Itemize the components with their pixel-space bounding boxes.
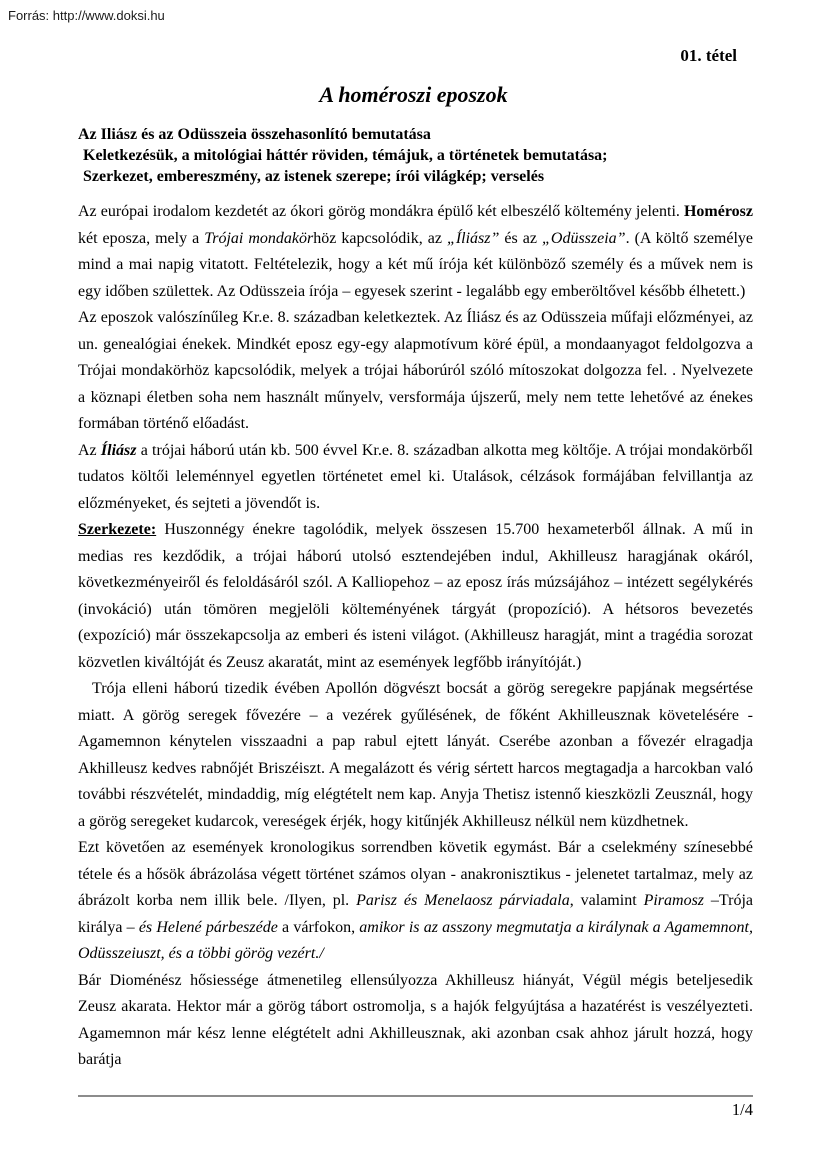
text-run: és Helené párbeszéde [138, 918, 278, 936]
paragraph [78, 305, 753, 438]
subtitle-block [78, 124, 753, 187]
text-run: a trójai háború után kb. 500 évvel Kr.e. 8. században alkotta meg költője. A trójai mondakörből tudatos költői leleménnyel egyetlen történetet emel ki. Utalások, célzások formájában felvillantja az előzményeket, és sejteti a jövendőt is. [78, 441, 754, 512]
paragraph [78, 968, 753, 1074]
text-run: Íliász [100, 441, 137, 459]
text-run: amikor is az asszony megmutatja a királynak a Agamemnont, Odüsszeiuszt, és a többi görög vezért./ [78, 918, 753, 962]
subtitle-line-1: Az Iliász és az Odüsszeia összehasonlító bemutatása [78, 126, 431, 143]
text-run: . (A költő személye mind a mai napig vitatott. Feltételezik, hogy a két mű írója két különböző személy és a művek nem is egy időben születtek. Az Odüsszeia írója – egyesek szerint - legalább egy emberöltővel később élhetett.) [78, 229, 754, 300]
text-run: höz kapcsolódik, az [313, 229, 447, 247]
text-run: Szerkezete: [78, 521, 157, 538]
text-run: Trója elleni háború tizedik évében Apollón dögvészt bocsát a görög seregekre papjának megsértése miatt. A görög seregek fővezére – a vezérek gyűlésének, de főként Akhilleusznak követelésére - Agamemnon kénytelen visszaadni a pap rabul ejtett lányát. Cserébe azonban a fővezér elragadja Akhilleusz kedves rabnőjét Briszéiszt. A megalázott és vérig sértett harcos megtagadja a harcokban való további részvételét, mindaddig, míg elégtételt nem kap. Anyja Thetisz istennő kieszközli Zeusznál, hogy a görög seregeket kudarcok, vereségek érjék, hogy kitűnjék Akhilleusz nélkül nem küzdhetnek. [78, 680, 753, 830]
paragraph [78, 835, 753, 968]
document-body [78, 199, 753, 1074]
source-note: Forrás: http://www.doksi.hu [8, 8, 165, 23]
text-run: Piramosz [643, 892, 705, 909]
text-run: , valamint [569, 892, 644, 909]
paragraph [78, 438, 753, 518]
text-run: Ezt követően az események kronologikus sorrendben követik egymást. Bár a cselekmény színesebbé tétele és a hősök ábrázolása végett történet számos olyan - anakronisztikus - jelenetet tartalmaz, mely az ábrázolt korba nem illik bele. /Ilyen, pl. [78, 839, 753, 909]
text-run: Trójai mondakör [204, 229, 314, 247]
paragraph [78, 517, 753, 676]
text-run: „Íliász” [446, 229, 500, 247]
page-number: 1/4 [731, 1100, 753, 1119]
paragraph [78, 199, 753, 305]
text-run: Parisz és Menelaosz párviadala [356, 892, 570, 909]
text-run: Huszonnégy énekre tagolódik, melyek összesen 15.700 hexameterből állnak. A mű in medias res kezdődik, a trójai háború utolsó esztendejében indul, Akhilleusz haragjának okáról, következményeiről és feloldásáról szól. A Kalliopehoz – az eposz írás múzsájához – intézett segélykérés (invokáció) után tömören megjelöli költeményének tárgyát (propozíció). A hétsoros bevezetés (expozíció) már összekapcsolja az emberi és isteni világot. (Akhilleusz haragját, mint a tragédia sorozat közvetlen kiváltóját és Zeusz akaratát, mint az események legfőbb irányítóját.) [78, 521, 753, 671]
text-run: –Trója királya – [78, 892, 754, 936]
text-run: és az [499, 229, 542, 247]
text-run: Az európai irodalom kezdetét az ókori görög mondákra épülő két elbeszélő költemény jelenti. [78, 203, 684, 220]
text-run: Bár Dioménész hősiessége átmenetileg ellensúlyozza Akhilleusz hiányát, Végül mégis beteljesedik Zeusz akarata. Hektor már a görög tábort ostromolja, s a hajók felgyújtása a hazatérést is veszélyezteti. Agamemnon már kész lenne elégtételt adni Akhilleusznak, aki azonban csak ahhoz járult hozzá, hogy barátja [78, 971, 753, 1068]
text-run: két eposza, mely a [78, 229, 205, 247]
paragraph [78, 676, 753, 835]
footer-divider [78, 1095, 753, 1097]
subtitle-line-2: Keletkezésük, a mitológiai háttér röviden, témájuk, a történetek bemutatása; [83, 147, 608, 164]
text-run: Az eposzok valószínűleg Kr.e. 8. században keletkeztek. Az Íliász és az Odüsszeia műfaji előzményei, az un. genealógiai énekek. Mindkét eposz egy-egy alapmotívum köré épül, a mondaanyagot feldolgozva a Trójai mondakörhöz kapcsolódik, melyek a trójai háborúról szóló mítoszokat dolgozza fel. . Nyelvezete a köznapi életben soha nem használt műnyelv, versformája újszerű, mely nem tette lehetővé az énekes formában történő előadást. [78, 309, 753, 432]
text-run: Az [78, 441, 101, 459]
text-run: a várfokon, [277, 918, 360, 936]
subtitle-line-3: Szerkezet, embereszmény, az istenek szerepe; írói világkép; verselés [83, 168, 545, 185]
text-run: Homérosz [683, 203, 753, 220]
page-title: A homéroszi eposzok [319, 82, 508, 107]
lesson-number: 01. tétel [680, 46, 737, 65]
text-run: „Odüsszeia” [541, 229, 626, 247]
